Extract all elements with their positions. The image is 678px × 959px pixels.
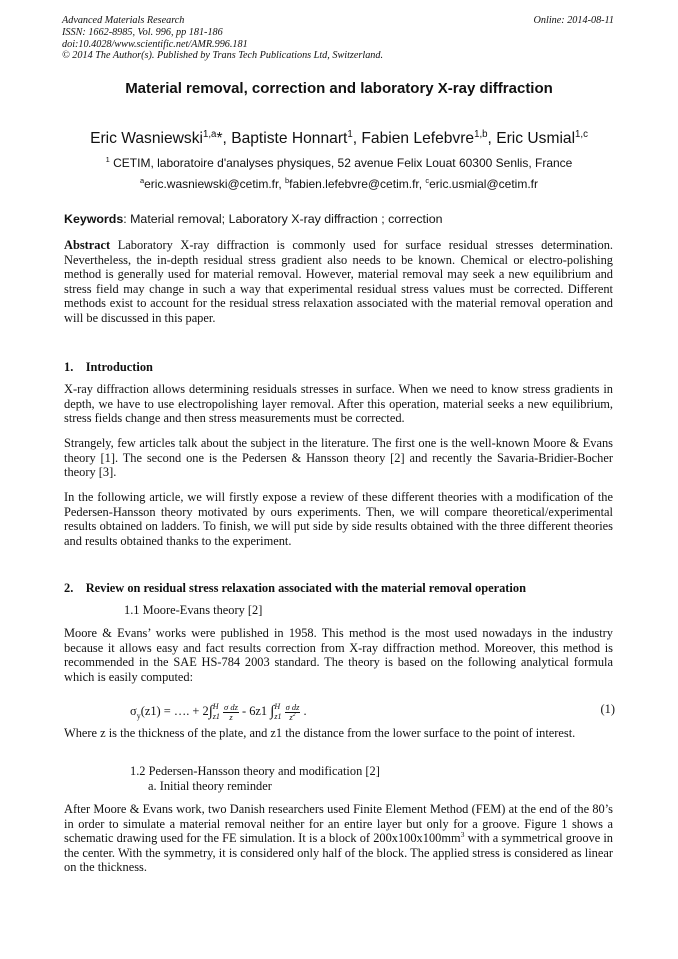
keywords (64, 212, 443, 226)
moore-evans-paragraph: Moore & Evans’ works were published in 1958. This method is the most used nowadays in the industry because it allows easy and fact results correction from X-ray diffraction method. Moreover, this method is recommended in the SAE HS-784 2003 standard. The theory is based on the following analytical formula which is easily computed: (64, 626, 613, 684)
email-list (40, 177, 638, 191)
abstract-text: Laboratory X-ray diffraction is commonly used for surface residual stresses determination. Nevertheless, the in-depth residual stress gradient also needs to be known. Chemical or electro-polishing method is generally used for material removal. However, material removal may seek a new equilibrium and stress field may change in such a way that experimental residual stress values must be corrected. Different methods exist to account for the residual stress relaxation associated with the material removal operation and will be discussed in this paper. (64, 238, 613, 325)
equation-number: (1) (600, 702, 615, 716)
section-number: 1. (64, 360, 74, 374)
author-list (40, 130, 638, 148)
pedersen-hansson-paragraph: After Moore & Evans work, two Danish researchers used Finite Element Method (FEM) at the end of the 80’s in order to simulate a material removal neither for an entire layer but only for a groove. Figure 1 shows a schematic drawing used for the FE simulation. It is a block of $200x100x100mm^3$ with a symmetrical groove in the center. With the symmetry, it is considered only half of the block. The applied stress is considered as linear on the thickness. (64, 802, 613, 875)
subsubsection-heading: a. Initial theory reminder (148, 779, 272, 793)
email-mark: a (139, 176, 145, 185)
author-separator: , (487, 130, 497, 147)
author-affiliation-mark: 1,c (575, 128, 588, 140)
author-name: Eric Wasniewski (90, 130, 203, 147)
intro-paragraph: Strangely, few articles talk about the subject in the literature. The first one is the well-known Moore & Evans theory [1]. The second one is the Pedersen & Hansson theory [2] and recently the Savaria-Bridier-Bocher theory [3]. (64, 436, 613, 480)
email-address[interactable]: fabien.lefebvre@cetim.fr, (289, 177, 426, 191)
author-affiliation-mark: 1,a (203, 128, 217, 140)
online-date: Online: 2014-08-11 (533, 15, 614, 26)
affiliation-text: CETIM, laboratoire d'analyses physiques, 52 avenue Felix Louat 60300 Senlis, France (113, 156, 573, 170)
journal-name: Advanced Materials Research (62, 15, 185, 26)
fraction: $\frac{\text{σ dz}}{z^2}$ (285, 701, 300, 722)
author-name: Fabien Lefebvre (361, 130, 475, 147)
doi-line: doi:10.4028/www.scientific.net/AMR.996.181 (62, 38, 248, 50)
intro-paragraph: In the following article, we will firstly expose a review of these different theories with a modification of the Pedersen-Hansson theory motivated by ours experiments. Then, we will compare theoretical/experimental results obtained on ladders. To finish, we will put side by side results obtained with the three different theories and results obtained thanks to the experiment. (64, 490, 613, 548)
corresponding-mark: * (216, 130, 223, 147)
abstract-label: Abstract (64, 238, 111, 252)
fraction: $\frac{\text{σ dz}}{z}$ (224, 701, 238, 722)
integral-sign: ∫ (270, 703, 275, 720)
subsection-heading: 1.1 Moore-Evans theory [2] (124, 603, 263, 617)
email-mark: b (285, 176, 290, 185)
intro-paragraph: X-ray diffraction allows determining residuals stresses in surface. When we need to know stress gradients in depth, we have to use electropolishing layer removal. After this operation, material seeks a new equilibrium, stress fields change and then stress measurements must be corrected. (64, 382, 613, 426)
paper-title: Material removal, correction and laboratory X-ray diffraction (125, 80, 553, 97)
affiliation (40, 156, 638, 170)
keywords-text: : Material removal; Laboratory X-ray diffraction ; correction (123, 212, 443, 226)
author-name: Baptiste Honnart (231, 130, 348, 147)
section-title: Review on residual stress relaxation associated with the material removal operation (85, 581, 526, 595)
copyright-line: © 2014 The Author(s). Published by Trans Tech Publications Ltd, Switzerland. (62, 50, 384, 62)
equation-1 (130, 699, 615, 723)
equation-explanation: Where z is the thickness of the plate, and z1 the distance from the lower surface to the point of interest. (64, 726, 576, 740)
issn-line: ISSN: 1662-8985, Vol. 996, pp 181-186 (62, 26, 223, 38)
section-title: Introduction (85, 360, 153, 374)
keywords-label: Keywords (64, 212, 124, 226)
equation-expression: $\sigma_y(z1)$ = …. + 2∫H z1 $\frac{\text{σ dz}}{z}$ - 6z1 ∫H z1 $\frac{\text{σ dz}}{z^2}$ . (130, 701, 307, 722)
journal-header (62, 15, 482, 62)
email-mark: c (425, 176, 430, 185)
author-name: Eric Usmial (496, 130, 576, 147)
email-address[interactable]: eric.wasniewski@cetim.fr, (144, 177, 286, 191)
section-heading-review (64, 581, 526, 596)
author-affiliation-mark: 1 (347, 128, 353, 140)
abstract (64, 238, 613, 326)
author-affiliation-mark: 1,b (474, 128, 488, 140)
integral-sign: ∫ (208, 703, 213, 720)
author-separator: , (222, 130, 232, 147)
email-address[interactable]: eric.usmial@cetim.fr (429, 177, 538, 191)
affiliation-mark: 1 (105, 155, 110, 164)
section-number: 2. (64, 581, 74, 595)
author-separator: , (352, 130, 362, 147)
subsection-heading: 1.2 Pedersen-Hansson theory and modification [2] (130, 764, 380, 778)
section-heading-introduction (64, 360, 153, 375)
